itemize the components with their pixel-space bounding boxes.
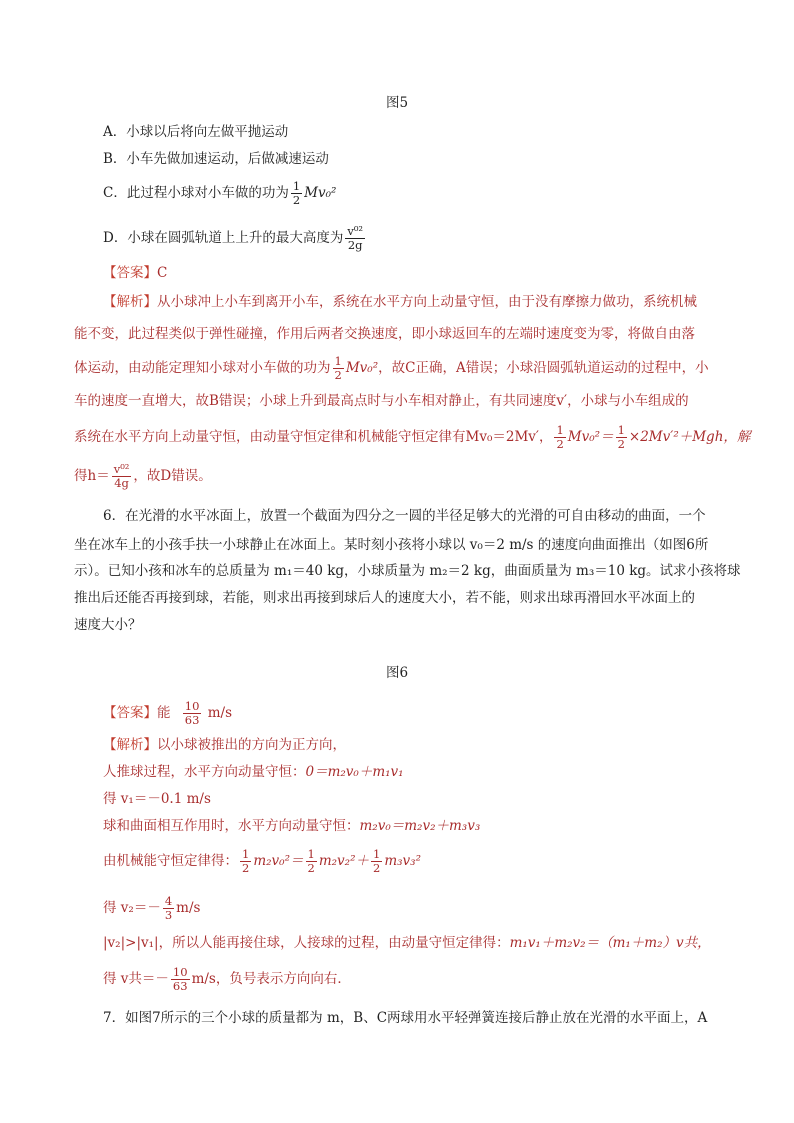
option-b: B．小车先做加速运动，后做减速运动 xyxy=(103,151,329,167)
fraction xyxy=(171,966,190,993)
q6-analysis-line-6 xyxy=(103,895,200,922)
q6-answer-row xyxy=(103,700,232,727)
figure-6-caption: 图6 xyxy=(385,665,409,681)
answer-unit: m/s xyxy=(207,705,233,721)
fraction-denominator: 2 xyxy=(307,861,315,875)
option-a: A．小球以后将向左做平抛运动 xyxy=(103,124,289,140)
fraction xyxy=(306,848,317,875)
analysis-text: 从小球冲上小车到离开小车，系统在水平方向上动量守恒，由于没有摩擦力做功，系统机械 xyxy=(157,294,697,310)
analysis-tag: 【解析】 xyxy=(103,294,157,310)
fraction-denominator: 2 xyxy=(334,368,342,382)
fraction xyxy=(183,700,202,727)
analysis-text: m/s，负号表示方向向右． xyxy=(191,971,351,987)
fraction-numerator: v⁰² xyxy=(113,462,130,476)
fraction-numerator: 10 xyxy=(172,965,188,979)
analysis-text: 系统在水平方向上动量守恒，由动量守恒定律和机械能守恒定律有Mv₀＝2Mv′， xyxy=(74,429,553,445)
analysis-line-2: 能不变，此过程类似于弹性碰撞，作用后两者交换速度，即小球返回车的左端时速度变为零，将做自由落 xyxy=(74,326,695,342)
fraction-denominator: 2 xyxy=(373,861,381,875)
analysis-text: |v₂|>|v₁|，所以人能再接住球，人接球的过程，由动量守恒定律得： xyxy=(103,935,510,951)
analysis-line-6 xyxy=(74,463,212,490)
analysis-expression: m₁v₁＋m₂v₂＝（m₁＋m₂）v共， xyxy=(509,935,711,951)
q6-stem-line-5: 速度大小？ xyxy=(74,617,142,633)
analysis-line-5 xyxy=(74,424,750,451)
fraction xyxy=(163,895,174,922)
fraction xyxy=(333,355,344,382)
analysis-expression: ×2Mv′²＋Mgh，解 xyxy=(628,429,751,445)
option-c-text: C．此过程小球对小车做的功为 xyxy=(103,185,289,201)
fraction-numerator: 4 xyxy=(164,894,173,908)
fraction-denominator: 2 xyxy=(617,437,625,451)
q6-analysis-line-8 xyxy=(103,966,351,993)
analysis-expression: 0＝m₂v₀＋m₁v₁ xyxy=(305,764,404,780)
fraction xyxy=(112,463,132,490)
fraction-denominator: 2g xyxy=(347,238,363,252)
answer-row xyxy=(103,263,167,283)
answer-word: 能 xyxy=(157,705,171,721)
q6-analysis-line-1 xyxy=(103,735,346,755)
fraction xyxy=(240,848,251,875)
analysis-text: 以小球被推出的方向为正方向， xyxy=(157,737,346,753)
fraction-numerator: 1 xyxy=(617,423,625,437)
fraction-denominator: 63 xyxy=(184,713,200,727)
analysis-text: 由机械能守恒定律得： xyxy=(103,853,238,869)
q6-analysis-line-4 xyxy=(103,816,480,836)
answer-tag: 【答案】 xyxy=(103,265,157,281)
fraction-numerator: 1 xyxy=(292,179,301,193)
q6-stem-line-1: 6．在光滑的水平冰面上，放置一个截面为四分之一圆的半径足够大的光滑的可自由移动的曲面，一个 xyxy=(103,508,706,524)
analysis-line-4: 车的速度一直增大，故B错误；小球上升到最高点时与小车相对静止，有共同速度v′，小球与小车组成的 xyxy=(74,393,689,409)
fraction xyxy=(554,424,565,451)
fraction-numerator: 1 xyxy=(373,847,381,861)
fraction xyxy=(291,180,302,207)
option-d xyxy=(103,225,367,252)
analysis-expression: m₂v₀²＝ xyxy=(253,853,304,869)
answer-value: C xyxy=(157,265,168,281)
analysis-expression: m₂v₀＝m₂v₂＋m₃v₃ xyxy=(359,818,481,834)
analysis-text: ，故C正确，A错误；小球沿圆弧轨道运动的过程中，小 xyxy=(378,360,709,376)
option-d-text: D．小球在圆弧轨道上上升的最大高度为 xyxy=(103,230,344,246)
q6-analysis-line-2 xyxy=(103,762,404,782)
analysis-expression: Mv₀² xyxy=(345,360,379,376)
figure-5-caption: 图5 xyxy=(385,95,409,111)
q6-analysis-line-5 xyxy=(103,848,421,875)
q6-stem-line-4: 推出后还能否再接到球，若能，则求出再接到球后人的速度大小，若不能，则求出球再滑回水平冰面上的 xyxy=(74,590,695,606)
analysis-text: 人推球过程，水平方向动量守恒： xyxy=(103,764,306,780)
analysis-line-1 xyxy=(103,292,697,312)
q7-stem-line-1: 7．如图7所示的三个小球的质量都为 m，B、C两球用水平轻弹簧连接后静止放在光滑的水平面上，A xyxy=(103,1010,708,1026)
analysis-expression: m₃v₃² xyxy=(384,853,421,869)
option-c-expression: Mv₀² xyxy=(304,185,337,201)
fraction-numerator: 1 xyxy=(556,423,564,437)
q6-analysis-line-7 xyxy=(103,933,711,953)
fraction-denominator: 2 xyxy=(556,437,564,451)
fraction-numerator: 10 xyxy=(184,699,200,713)
fraction-denominator: 2 xyxy=(242,861,250,875)
fraction-numerator: 1 xyxy=(307,847,315,861)
analysis-text: 得 v₂＝－ xyxy=(103,900,161,916)
analysis-text: 得 v共＝－ xyxy=(103,971,169,987)
fraction-denominator: 63 xyxy=(172,979,188,993)
fraction-denominator: 2 xyxy=(292,193,301,207)
q6-stem-line-2: 坐在冰车上的小孩手扶一小球静止在冰面上。某时刻小孩将小球以 v₀＝2 m/s 的速度向曲面推出（如图6所 xyxy=(74,537,709,553)
fraction-denominator: 4g xyxy=(114,476,129,490)
q6-analysis-line-3: 得 v₁＝－0.1 m/s xyxy=(103,791,211,807)
answer-tag: 【答案】 xyxy=(103,705,157,721)
analysis-text: 得h＝ xyxy=(74,468,110,484)
analysis-text: 球和曲面相互作用时，水平方向动量守恒： xyxy=(103,818,360,834)
analysis-expression: m₂v₂²＋ xyxy=(318,853,369,869)
fraction xyxy=(371,848,382,875)
analysis-text: m/s xyxy=(176,900,201,916)
fraction xyxy=(616,424,627,451)
q6-stem-line-3: 示）。已知小孩和冰车的总质量为 m₁＝40 kg，小球质量为 m₂＝2 kg，曲面质量为 m₃＝10 kg。试求小孩将球 xyxy=(74,563,741,579)
analysis-text: 体运动，由动能定理知小球对小车做的功为 xyxy=(74,360,331,376)
option-c xyxy=(103,180,336,207)
fraction-numerator: v⁰² xyxy=(347,224,364,238)
fraction-numerator: 1 xyxy=(334,354,342,368)
fraction-denominator: 3 xyxy=(164,908,173,922)
fraction-numerator: 1 xyxy=(242,847,250,861)
fraction xyxy=(345,225,365,252)
analysis-line-3 xyxy=(74,355,709,382)
analysis-tag: 【解析】 xyxy=(103,737,157,753)
analysis-expression: Mv₀²＝ xyxy=(567,429,614,445)
analysis-text: ，故D错误。 xyxy=(133,468,212,484)
